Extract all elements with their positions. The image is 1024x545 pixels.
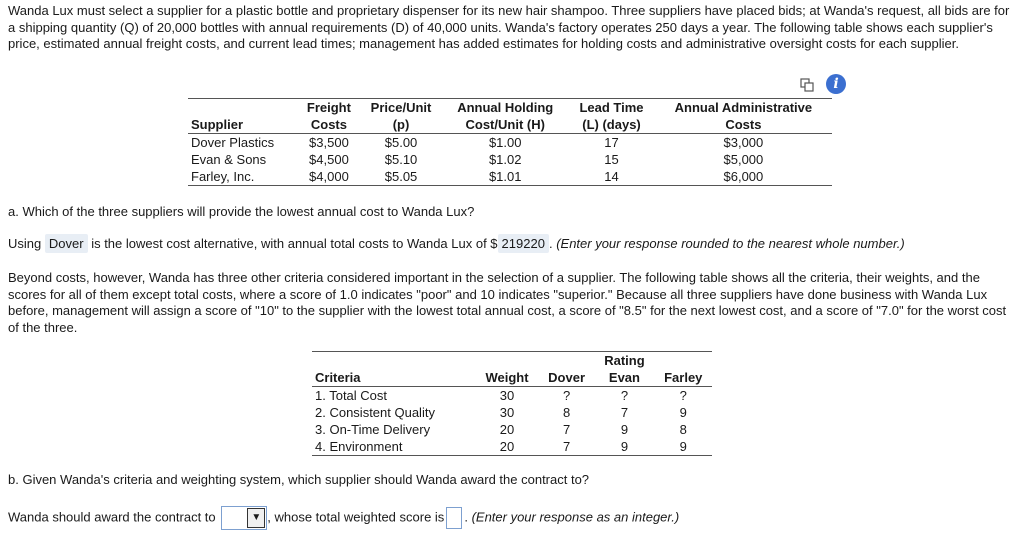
- table-row: [188, 168, 832, 186]
- table-cell: 15: [604, 152, 619, 167]
- table-cell: 30: [499, 405, 515, 420]
- header-cell: Weight: [475, 369, 539, 387]
- answer-b-hint: (Enter your response as an integer.): [471, 509, 680, 525]
- info-icon[interactable]: i: [826, 74, 846, 94]
- answer-a-prefix: Using: [8, 236, 42, 251]
- table-cell: 8: [562, 405, 571, 420]
- table-cell: ?: [620, 388, 629, 403]
- table-cell: $5.10: [384, 152, 418, 167]
- table-cell: $1.02: [488, 152, 522, 167]
- answer-b-middle: , whose total weighted score is: [267, 509, 445, 525]
- supplier-dropdown[interactable]: [221, 506, 267, 530]
- table-row: [312, 404, 712, 421]
- header-cell: Dover: [539, 369, 595, 387]
- answer-b-suffix: .: [464, 509, 468, 525]
- table-row: [312, 421, 712, 438]
- answer-b-prefix: Wanda should award the contract to: [8, 509, 216, 525]
- table-cell: 30: [499, 388, 515, 403]
- header-cell: Freight: [306, 100, 351, 115]
- table-cell: $3,500: [309, 135, 349, 150]
- table-cell: Farley, Inc.: [191, 169, 255, 184]
- header-cell: Costs: [298, 116, 360, 134]
- table-cell: 14: [604, 169, 619, 184]
- table-cell: 3. On-Time Delivery: [315, 422, 431, 437]
- header-cell: [188, 99, 298, 117]
- answer-a-middle: is the lowest cost alternative, with annual total costs to Wanda Lux of $: [91, 236, 498, 251]
- table-cell: $4,000: [309, 169, 349, 184]
- table-cell: 4. Environment: [315, 439, 403, 454]
- answer-b-line: [8, 506, 679, 530]
- table-cell: $1.01: [488, 169, 522, 184]
- answer-a-suffix: .: [548, 236, 553, 251]
- header-cell: Costs: [655, 116, 832, 134]
- table-cell: ?: [679, 388, 687, 403]
- table-cell: $5.05: [384, 169, 418, 184]
- criteria-intro: Beyond costs, however, Wanda has three other criteria considered important in the selection of a supplier. The following table shows all the criteria, their weights, and the scores for all of them except total costs, where a score of 1.0 indicates "poor" and 10 indicates "superior." Because all three suppliers have done business with Wanda Lux before, management will assign a score of "10" to the supplier with the lowest total annual cost, a score of "8.5" for the next lowest cost, and a score of "7.0" for the worst cost of the three.: [8, 270, 1007, 335]
- table-cell: 9: [679, 405, 687, 420]
- table-cell: $5.00: [384, 135, 418, 150]
- supplier-answer[interactable]: Dover: [45, 234, 88, 253]
- table-cell: Dover Plastics: [191, 135, 275, 150]
- question-b: b. Given Wanda's criteria and weighting system, which supplier should Wanda award the contract to?: [8, 472, 590, 487]
- table-cell: 9: [679, 439, 687, 454]
- table-row: [312, 387, 712, 405]
- header-cell: (L) (days): [568, 116, 655, 134]
- table-cell: 1. Total Cost: [315, 388, 388, 403]
- table-cell: ?: [562, 388, 571, 403]
- table-cell: 7: [620, 405, 629, 420]
- table-cell: $4,500: [309, 152, 349, 167]
- answer-a-line: [8, 236, 905, 251]
- table-cell: 17: [604, 135, 619, 150]
- header-cell: Annual Holding: [457, 100, 554, 115]
- table-cell: 2. Consistent Quality: [315, 405, 435, 420]
- table-cell: Evan & Sons: [191, 152, 267, 167]
- table-cell: $1.00: [488, 135, 522, 150]
- dropdown-arrow-icon[interactable]: ▼: [247, 508, 265, 528]
- table-cell: 8: [679, 422, 687, 437]
- table-cell: 9: [620, 422, 629, 437]
- table-row: [188, 151, 832, 168]
- problem-intro: Wanda Lux must select a supplier for a plastic bottle and proprietary dispenser for its new hair shampoo. Three suppliers have placed bids; at Wanda's request, all bids are for a shipping quantity (Q) of 20,000 bottles with annual requirements (D) of 40,000 units. Wanda's factory operates 250 days a year. The following table shows each supplier's price, estimated annual freight costs, and current lead times; management has added estimates for holding costs and administrative oversight costs for each supplier.: [8, 3, 1010, 51]
- header-cell: Supplier: [188, 116, 298, 134]
- table-row: [188, 134, 832, 152]
- header-cell: Farley: [655, 369, 712, 387]
- header-cell: Cost/Unit (H): [442, 116, 568, 134]
- copy-icon[interactable]: [800, 78, 814, 92]
- header-cell: (p): [360, 116, 442, 134]
- table-cell: 20: [499, 422, 515, 437]
- table-cell: 20: [499, 439, 515, 454]
- table-cell: 7: [562, 422, 571, 437]
- header-cell: Annual Administrative: [674, 100, 813, 115]
- table-row: [312, 438, 712, 456]
- criteria-table: [312, 351, 712, 456]
- header-cell: Lead Time: [579, 100, 644, 115]
- supplier-table: [188, 98, 832, 186]
- header-cell: Price/Unit: [370, 100, 432, 115]
- table-cell: 7: [562, 439, 571, 454]
- table-cell: $3,000: [723, 135, 764, 150]
- table-cell: $6,000: [723, 169, 764, 184]
- table-cell: $5,000: [723, 152, 764, 167]
- rating-header: Rating: [604, 353, 645, 368]
- table-cell: 9: [620, 439, 629, 454]
- question-a: a. Which of the three suppliers will provide the lowest annual cost to Wanda Lux?: [8, 204, 475, 219]
- answer-a-hint: (Enter your response rounded to the nearest whole number.): [556, 236, 905, 251]
- header-cell: Criteria: [312, 369, 475, 387]
- header-cell: Evan: [594, 369, 654, 387]
- total-cost-answer[interactable]: 219220: [498, 234, 549, 253]
- weighted-score-input[interactable]: [446, 507, 462, 529]
